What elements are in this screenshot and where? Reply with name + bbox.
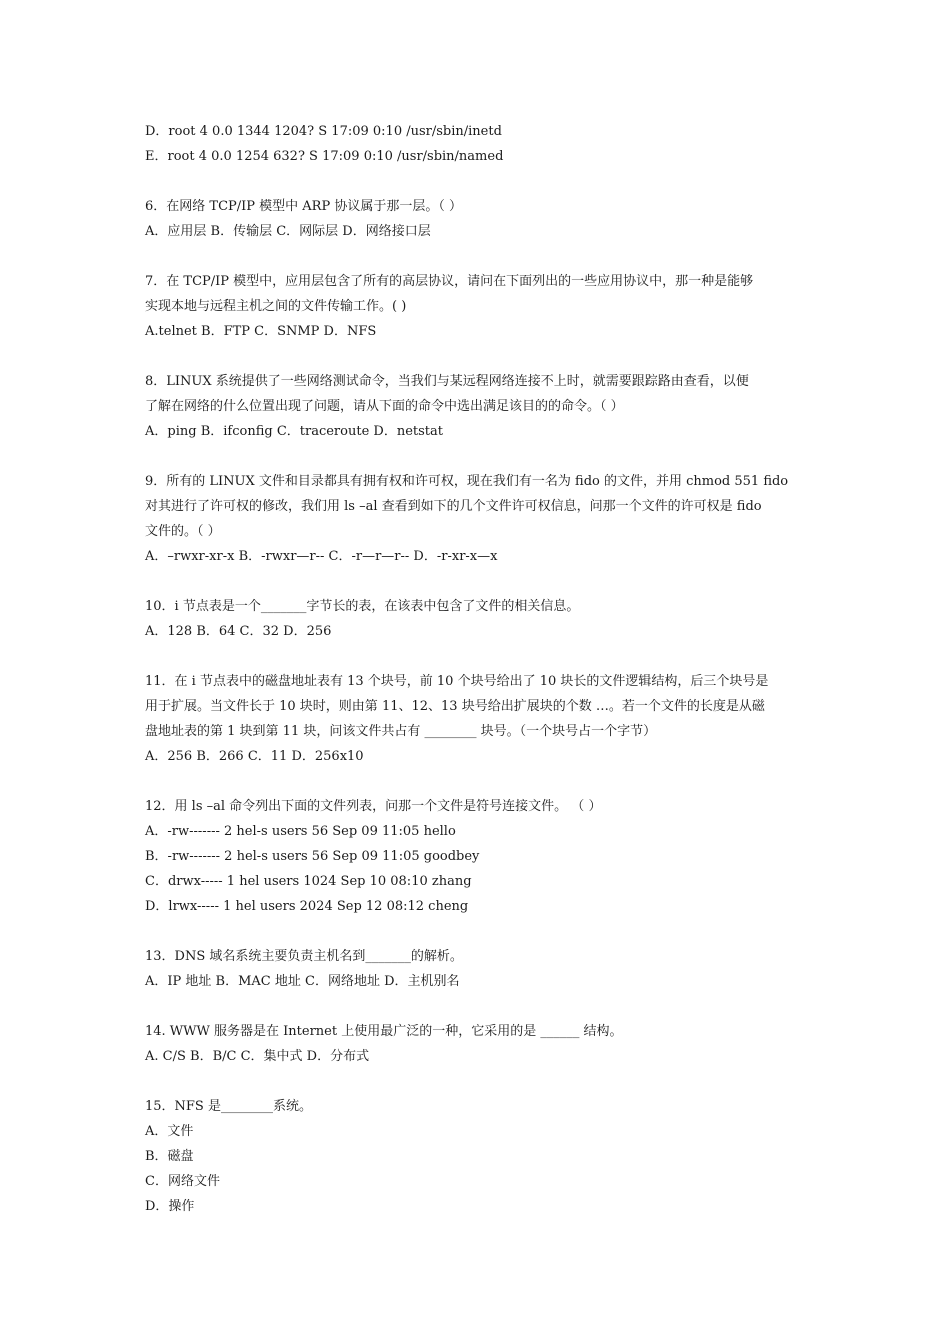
question-13 (145, 944, 820, 994)
option-line: C．drwx----- 1 hel users 1024 Sep 10 08:10 zhang (145, 874, 472, 889)
option-line: D．lrwx----- 1 hel users 2024 Sep 12 08:12 cheng (145, 899, 469, 914)
options-line: A．–rwxr-xr-x B．-rwxr—r-- C．-r—r—r-- D．-r-xr-x—x (145, 549, 498, 564)
option-line: C．网络文件 (145, 1174, 220, 1189)
document-page (145, 119, 820, 1219)
question-text: 实现本地与远程主机之间的文件传输工作。( ) (145, 299, 407, 314)
question-text: 15．NFS 是________系统。 (145, 1099, 312, 1114)
question-5-options-tail (145, 119, 820, 169)
option-line: A．-rw------- 2 hel-s users 56 Sep 09 11:05 hello (145, 824, 456, 839)
question-text: 9．所有的 LINUX 文件和目录都具有拥有权和许可权，现在我们有一名为 fido 的文件，并用 chmod 551 fido (145, 474, 789, 489)
question-8 (145, 369, 820, 444)
question-12 (145, 794, 820, 919)
question-text: 了解在网络的什么位置出现了问题，请从下面的命令中选出满足该目的的命令。（ ） (145, 399, 624, 414)
option-line: B．磁盘 (145, 1149, 194, 1164)
options-line: A.telnet B．FTP C．SNMP D．NFS (145, 324, 377, 339)
question-11 (145, 669, 820, 769)
question-6 (145, 194, 820, 244)
question-text: 10．i 节点表是一个_______字节长的表，在该表中包含了文件的相关信息。 (145, 599, 580, 614)
options-line: A．128 B．64 C．32 D．256 (145, 624, 332, 639)
question-10 (145, 594, 820, 644)
question-text: 14. WWW 服务器是在 Internet 上使用最广泛的一种，它采用的是 ______ 结构。 (145, 1024, 623, 1039)
question-text: 文件的。（ ） (145, 524, 221, 539)
question-7 (145, 269, 820, 344)
question-text: 7．在 TCP/IP 模型中，应用层包含了所有的高层协议，请问在下面列出的一些应用协议中，那一种是能够 (145, 274, 754, 289)
option-line: A．文件 (145, 1124, 194, 1139)
question-text: 对其进行了许可权的修改，我们用 ls –al 查看到如下的几个文件许可权信息，问那一个文件的许可权是 fido (145, 499, 762, 514)
question-14 (145, 1019, 820, 1069)
option-line: D．root 4 0.0 1344 1204? S 17:09 0:10 /usr/sbin/inetd (145, 124, 502, 139)
options-line: A．应用层 B．传输层 C．网际层 D．网络接口层 (145, 224, 431, 239)
question-15 (145, 1094, 820, 1219)
question-9 (145, 469, 820, 569)
option-line: D．操作 (145, 1199, 195, 1214)
options-line: A. C/S B．B/C C．集中式 D．分布式 (145, 1049, 370, 1064)
option-line: E．root 4 0.0 1254 632? S 17:09 0:10 /usr/sbin/named (145, 149, 504, 164)
options-line: A．ping B．ifconfig C．traceroute D．netstat (145, 424, 443, 439)
question-text: 11．在 i 节点表中的磁盘地址表有 13 个块号，前 10 个块号给出了 10 块长的文件逻辑结构，后三个块号是 (145, 674, 769, 689)
question-text: 6．在网络 TCP/IP 模型中 ARP 协议属于那一层。（ ） (145, 199, 462, 214)
question-text: 用于扩展。当文件长于 10 块时，则由第 11、12、13 块号给出扩展块的个数 …。若一个文件的长度是从磁 (145, 699, 765, 714)
question-text: 盘地址表的第 1 块到第 11 块，问该文件共占有 ________ 块号。（一个块号占一个字节） (145, 724, 657, 739)
option-line: B．-rw------- 2 hel-s users 56 Sep 09 11:05 goodbey (145, 849, 480, 864)
options-line: A．IP 地址 B．MAC 地址 C．网络地址 D．主机别名 (145, 974, 460, 989)
question-text: 13．DNS 域名系统主要负责主机名到_______的解析。 (145, 949, 463, 964)
question-text: 12．用 ls –al 命令列出下面的文件列表，问那一个文件是符号连接文件。 （ ） (145, 799, 602, 814)
question-text: 8．LINUX 系统提供了一些网络测试命令，当我们与某远程网络连接不上时，就需要跟踪路由查看，以便 (145, 374, 749, 389)
options-line: A．256 B．266 C．11 D．256x10 (145, 749, 364, 764)
